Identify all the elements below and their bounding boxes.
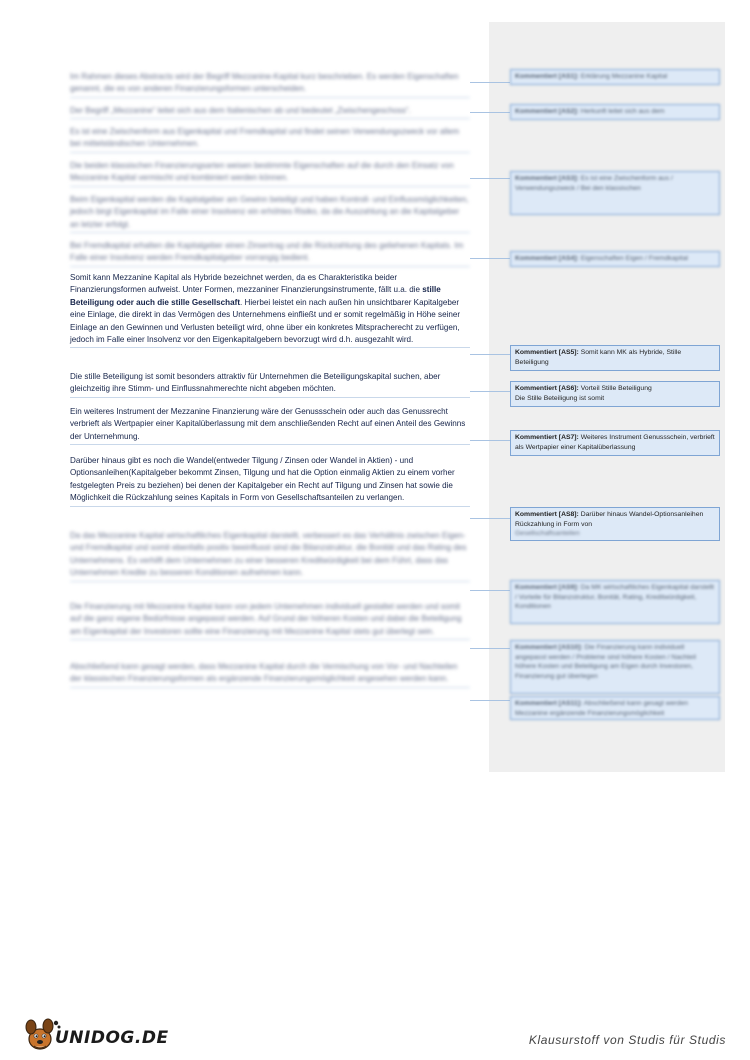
- comment-text: Somit kann MK als Hybride, Stille Beteiligung: [515, 349, 682, 366]
- paragraph-hybrid-part2: . Hierbei leistet ein nach außen hin unsichtbarer Kapitalgeber eine Einlage, die direkt in das Vermögen des Unternehmens einfließt und er somit regelmäßig in Höhe seiner Einlage an den Gewinnen und Verlusten beteiligt wird, ohne über ein konkretes Mitspracherecht zu verfügen, jedoch im Falle einer Insolvenz vor den Eigenkapitalgebern bevorzugt wird d.h. ausgezahlt wird.: [70, 297, 461, 345]
- paragraph-fremdkapital: Bei Fremdkapital erhalten die Kapitalgeber einen Zinsertrag und die Rückzahlung des geliehenen Kapitals. Im Falle einer Insolvenz werden Fremdkapitalgeber vorrangig bedient.: [70, 240, 470, 267]
- comment-text: Da MK wirtschaftliches Eigenkapital darstellt / Vorteile für Bilanzstruktur, Bonität, Rating, Kreditwürdigkeit, Konditionen: [515, 584, 715, 611]
- paragraph-wandelanleihen: Darüber hinaus gibt es noch die Wandel(entweder Tilgung / Zinsen oder Wandel in Aktien) - und Optionsanleihen(Kapitalgeber bekommt Zinsen, Tilgung und hat die Option einmalig Aktien zu einem vorher festgelegten Preis zu beziehen) bei denen der Kapitalgeber ein Recht auf Tilgung und Zinsen hat sowie die Möglichkeit die Rückzahlung seines Kapitals in Form von Gesellschaftsanteilen zu verlangen.: [70, 455, 470, 507]
- comment-as5[interactable]: [510, 345, 720, 371]
- paragraph-mezzanine-origin: Der Begriff „Mezzanine“ leitet sich aus dem Italienischen ab und bedeutet „Zwischengeschoss“.: [70, 105, 470, 119]
- comment-text-line2: Die Stille Beteiligung ist somit: [515, 394, 605, 402]
- paragraph-hybrid: [70, 272, 470, 348]
- comment-text: Herkunft leitet sich aus dem: [580, 108, 665, 115]
- paragraph-hybrid-bold: stille Beteiligung oder auch die stille Gesellschaft: [70, 285, 441, 307]
- comment-author: Kommentiert [AS6]:: [515, 385, 579, 392]
- comment-text: Weiteres Instrument Genussschein, verbrieft als Wertpapier einer Kapitalüberlassung: [515, 434, 715, 451]
- comment-text: Abschließend kann gesagt werden Mezzanine ergänzende Finanzierungsmöglichkeit: [515, 700, 689, 717]
- paragraph-finanzierungsarten: Die beiden klassischen Finanzierungsarten weisen bestimmte Eigenschaften auf die durch den Einsatz von Mezzanine Kapital vermischt und kombiniert werden können.: [70, 160, 470, 187]
- connector-line: [470, 518, 510, 519]
- paragraph-intro: Im Rahmen dieses Abstracts wird der Begriff Mezzanine-Kapital kurz beschrieben. Es werden Eigenschaften genannt, die es von anderen Finanzierungsformen unterscheiden.: [70, 71, 470, 98]
- comment-as8[interactable]: [510, 507, 720, 541]
- connector-line: [470, 590, 510, 591]
- paragraph-hybrid-part1: Somit kann Mezzanine Kapital als Hybride bezeichnet werden, da es Charakteristika beider Finanzierungsformen aufweist. Unter Formen, mezzaniner Finanzierungsinstrumente, fällt u.a. die: [70, 273, 423, 295]
- comment-author: Kommentiert [AS10]:: [515, 644, 583, 651]
- connector-line: [470, 112, 510, 113]
- connector-line: [470, 440, 510, 441]
- comment-author: Kommentiert [AS11]:: [515, 700, 583, 707]
- paragraph-individuell: Die Finanzierung mit Mezzanine Kapital kann von jedem Unternehmen individuell gestaltet werden und somit auf die ganz eigene Bedürfnisse angepasst werden. Auf Grund der höheren Kosten und dabei die Beteiligung am Eigenkapital der Investoren sollte eine Finanzierung mit Mezzanine Kapital stets gut überlegt sein.: [70, 601, 470, 640]
- comment-as11[interactable]: [510, 696, 720, 720]
- comment-as2[interactable]: [510, 104, 720, 120]
- comment-text: Erklärung Mezzanine Kapital: [580, 73, 668, 80]
- comment-text: Darüber hinaus Wandel-Optionsanleihen Rückzahlung in Form von: [515, 511, 704, 528]
- connector-line: [470, 700, 510, 701]
- comment-author: Kommentiert [AS2]:: [515, 108, 579, 115]
- paragraph-stille-beteiligung: Die stille Beteiligung ist somit besonders attraktiv für Unternehmen die Beteiligungskapital suchen, aber gleichzeitig ihre Stimm- und Einflussnahmerechte nicht abgeben möchten.: [70, 371, 470, 398]
- connector-line: [470, 178, 510, 179]
- comment-text: Eigenschaften Eigen / Fremdkapital: [580, 255, 689, 262]
- logo-text: UNIDOG.DE: [55, 1028, 169, 1048]
- paragraph-genussschein: Ein weiteres Instrument der Mezzanine Finanzierung wäre der Genussschein oder auch das Genussrecht verbrieft als Wertpapier einer Kapitalüberlassung mit dem anschließenden Recht auf einen Anteil des Gewinns der Unternehmung.: [70, 406, 470, 445]
- comment-as6[interactable]: [510, 381, 720, 407]
- paragraph-zwischenform: Es ist eine Zwischenform aus Eigenkapital und Fremdkapital und findet seinen Verwendungszweck vor allem bei mittelständischen Unternehmen.: [70, 126, 470, 153]
- comment-text-line2: Gesellschaftsanteilen: [515, 530, 580, 538]
- comment-author: Kommentiert [AS9]:: [515, 584, 579, 591]
- comment-author: Kommentiert [AS4]:: [515, 255, 579, 262]
- comment-author: Kommentiert [AS5]:: [515, 349, 579, 356]
- paragraph-bilanzstruktur: Da das Mezzanine Kapital wirtschaftliches Eigenkapital darstellt, verbessert es das Verhältnis zwischen Eigen- und Fremdkapital und somit ebenfalls positiv beeinflusst sind die Bilanzstruktur, die Bonität und das Rating des Unternehmens. Es verhilft dem Unternehmen zu einer besseren Kreditwürdigkeit bei dem Führt, dass das Unternehmen Kredite zu besseren Konditionen aufnehmen kann.: [70, 530, 470, 582]
- comment-as9[interactable]: [510, 580, 720, 624]
- comment-as1[interactable]: [510, 69, 720, 85]
- connector-line: [470, 648, 510, 649]
- comment-text: Die Finanzierung kann individuell angepasst werden / Probleme sind höhere Kosten / Nachteil höhere Kosten und Beteiligung am Eigen durch Investoren, Finanzierung gut überlegen: [515, 644, 696, 680]
- comment-text: Es ist eine Zwischenform aus / Verwendungszweck / Bei den klassischen: [515, 175, 673, 192]
- comment-text: Vorteil Stille Beteiligung: [580, 385, 652, 392]
- comment-as4[interactable]: [510, 251, 720, 267]
- footer-tagline: Klausurstoff von Studis für Studis: [528, 1033, 726, 1047]
- comment-author: Kommentiert [AS8]:: [515, 511, 579, 518]
- connector-line: [470, 82, 510, 83]
- comment-author: Kommentiert [AS1]:: [515, 73, 579, 80]
- paragraph-fazit: Abschließend kann gesagt werden, dass Mezzanine Kapital durch die Vermischung von Vor- und Nachteilen der klassischen Finanzierungsformen als ergänzende Finanzierungsmöglichkeit angesehen werden kann.: [70, 661, 470, 688]
- comment-author: Kommentiert [AS7]:: [515, 434, 579, 441]
- paragraph-eigenkapital: Beim Eigenkapital werden die Kapitalgeber am Gewinn beteiligt und haben Kontroll- und Einflussmöglichkeiten, jedoch birgt Eigenkapital im Falle einer Insolvenz ein erhöhtes Risiko, da die Auszahlung an die Kapitalgeber an letzter erfolgt.: [70, 194, 470, 233]
- comment-author: Kommentiert [AS3]:: [515, 175, 579, 182]
- connector-line: [470, 391, 510, 392]
- connector-line: [470, 258, 510, 259]
- comment-as7[interactable]: [510, 430, 720, 456]
- comment-as3[interactable]: [510, 171, 720, 215]
- connector-line: [470, 354, 510, 355]
- comment-as10[interactable]: [510, 640, 720, 694]
